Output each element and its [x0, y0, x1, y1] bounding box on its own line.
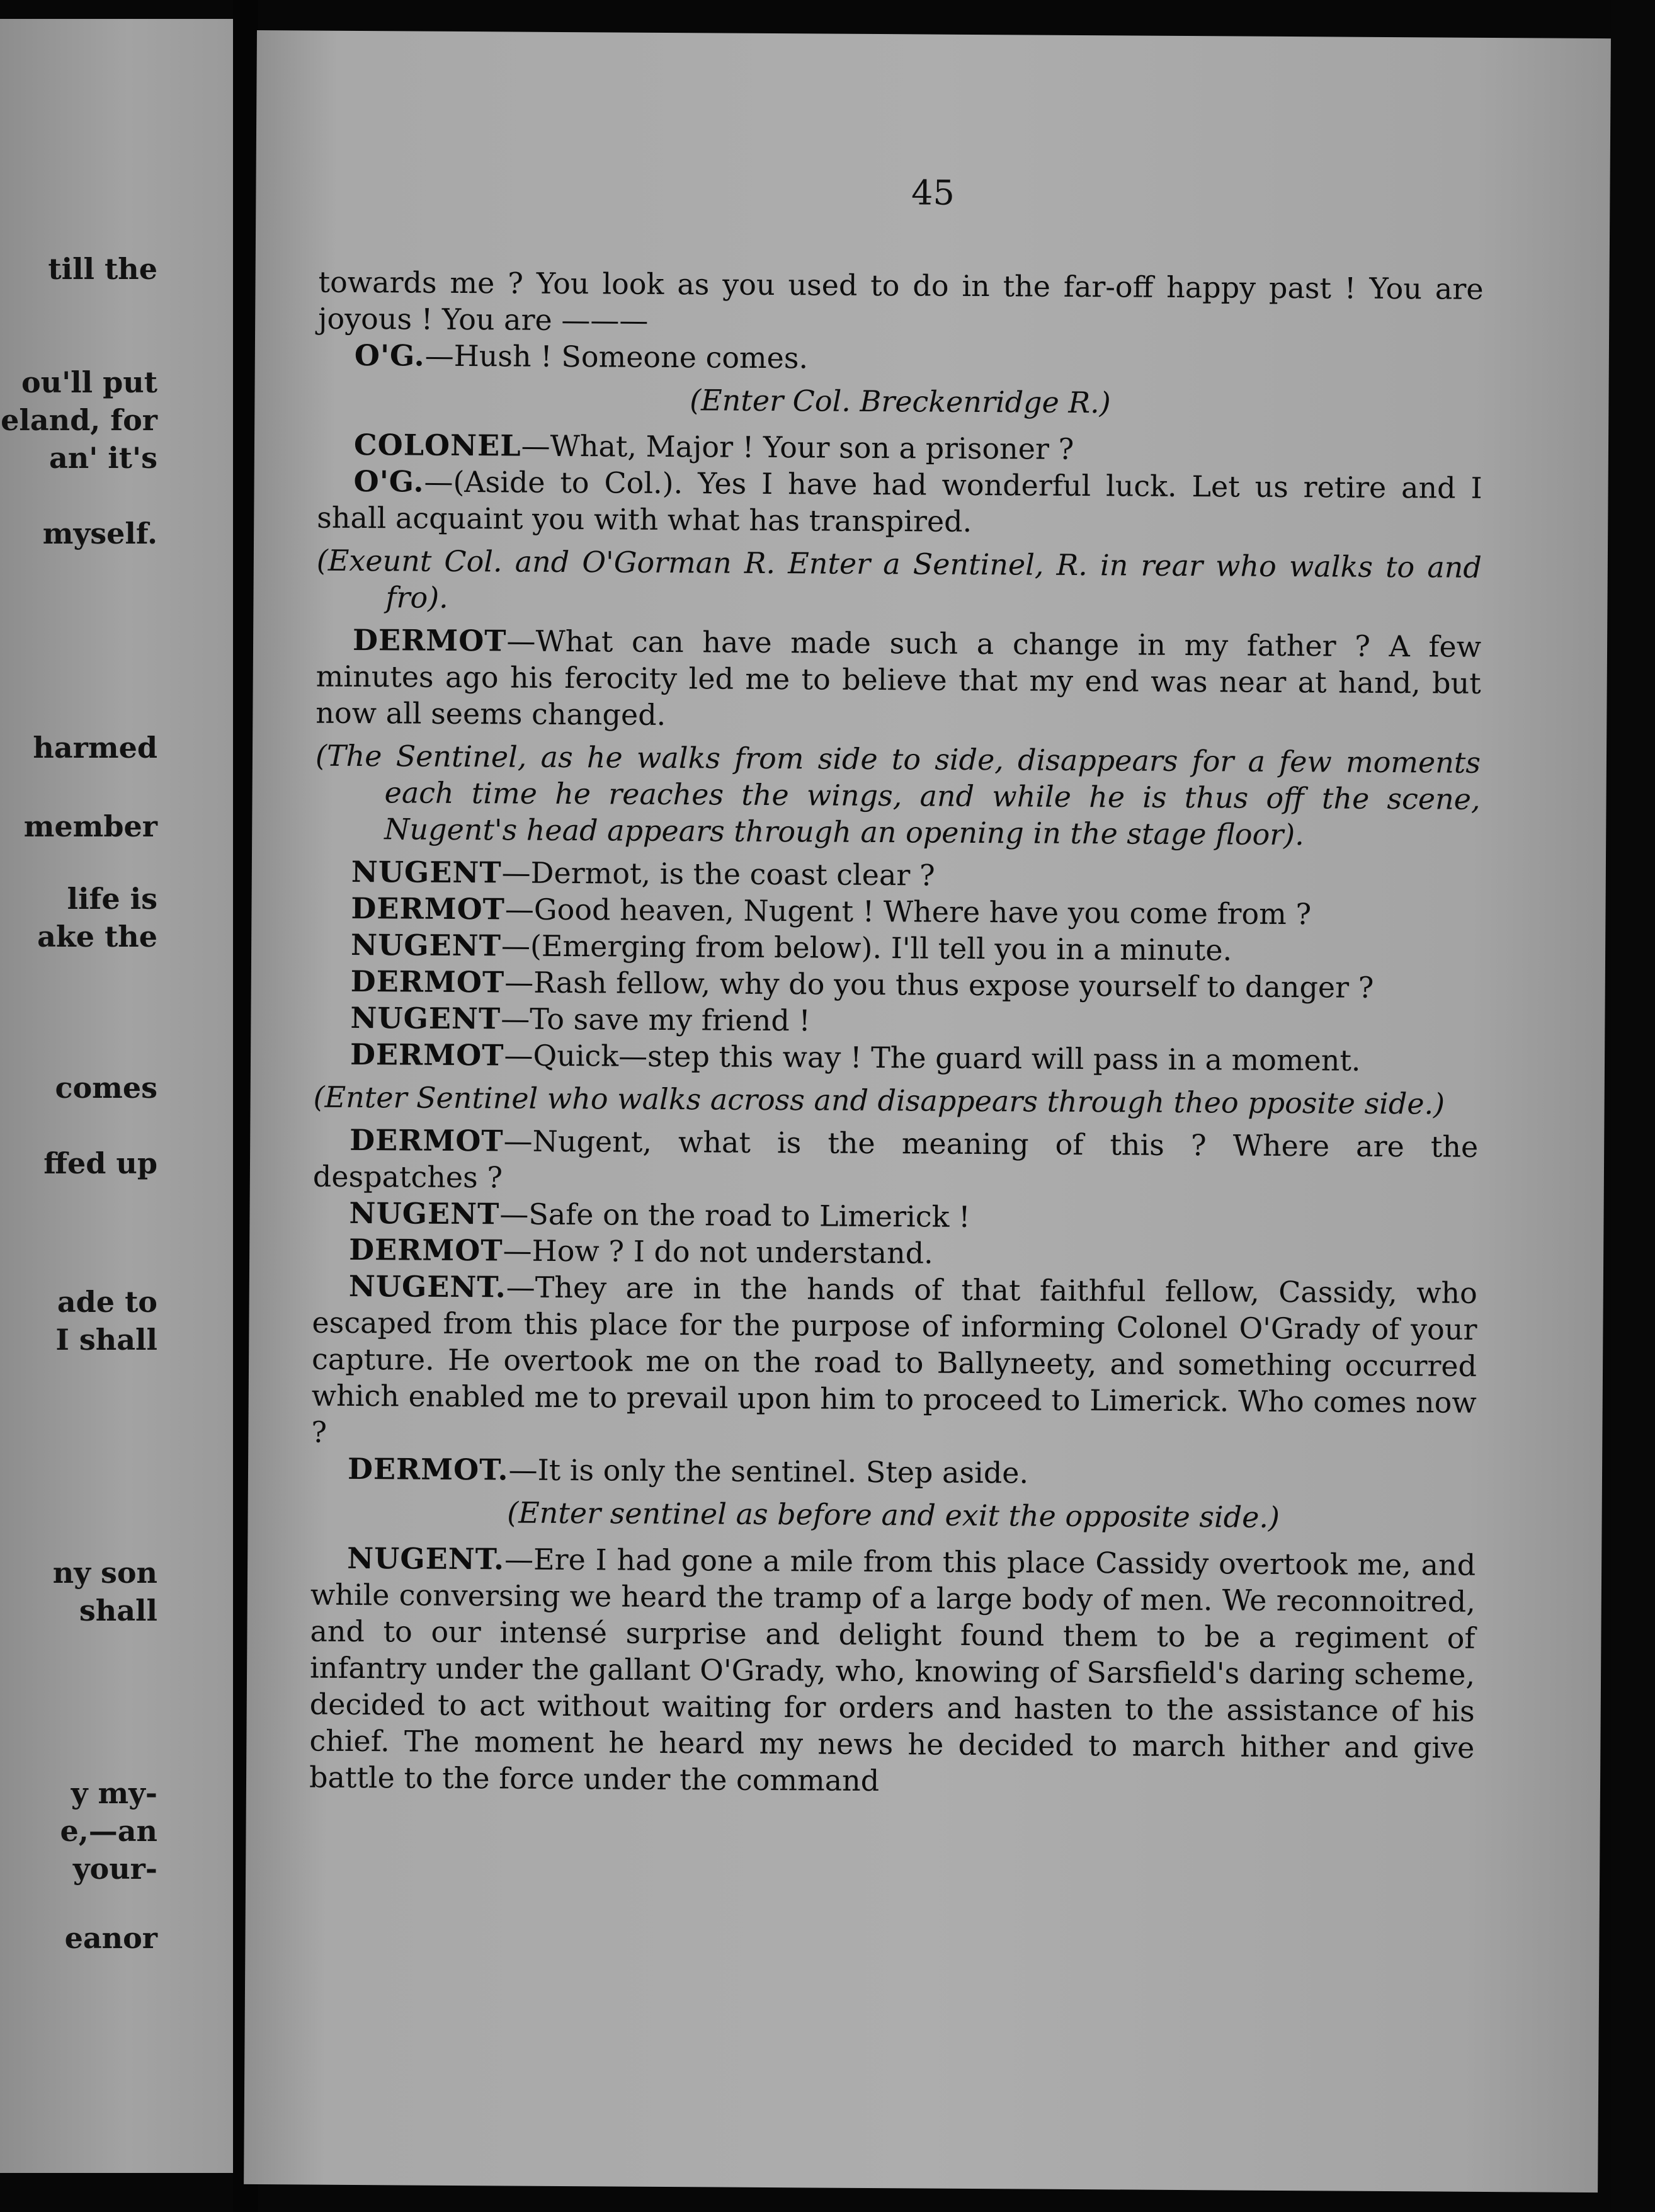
left-page-line: member — [23, 809, 157, 843]
left-page-line: comes — [55, 1071, 157, 1105]
speaker-name: NUGENT — [350, 1000, 501, 1036]
left-page-line: eland, for — [1, 403, 157, 437]
dialogue-line — [311, 1451, 1476, 1494]
dialogue-line — [314, 1036, 1479, 1080]
left-page-line: ny son — [52, 1556, 157, 1590]
left-facing-page — [0, 19, 233, 2173]
left-page-line: ffed up — [43, 1146, 157, 1180]
speaker-name: DERMOT — [349, 1232, 503, 1268]
speech-text: —They are in the hands of that faithful fellow, Cassidy, who escaped from this place for the purpose of informing Colonel O'Grady of your capture. He overtook me on the road to Ballyneety, and something occurred which enabled me to prevail upon him to proceed to Limerick. Who comes now ? — [311, 1270, 1477, 1449]
speech-text: —What, Major ! Your son a prisoner ? — [521, 428, 1074, 466]
scan-border — [1611, 0, 1655, 2212]
speech-text: —Ere I had gone a mile from this place Cassidy overtook me, and while conversing we heard the tramp of a large body of men. We reconnoitred, and to our intensé surprise and delight found them to be a regiment of infantry under the gallant O'Grady, who, knowing of Sarsfield's daring scheme, decided to act without waiting for orders and hasten to the assistance of his chief. The moment he heard my news he decided to march hither and give battle to the force under the command — [309, 1542, 1476, 1798]
speech-text: —Nugent, what is the meaning of this ? Where are the despatches ? — [312, 1124, 1479, 1195]
left-page-line: life is — [67, 882, 157, 916]
left-page-line: e,—an — [60, 1814, 157, 1848]
speech-text: —Rash fellow, why do you thus expose yourself to danger ? — [504, 965, 1374, 1005]
speaker-name: DERMOT. — [347, 1451, 509, 1487]
dialogue-line — [313, 1122, 1479, 1202]
speaker-name: NUGENT — [350, 927, 502, 963]
dialogue-line — [311, 1268, 1477, 1457]
stage-direction: (Enter Col. Breckenridge R.) — [690, 383, 1111, 420]
stage-direction: (The Sentinel, as he walks from side to side, disappears for a few moments each time he reaches the wings, and while he is thus off the scene, Nugent's head appears through an opening in the stage floor). — [315, 738, 1481, 852]
book-page — [244, 30, 1611, 2192]
stage-direction: (Enter Sentinel who walks across and disappears through theo pposite side.) — [313, 1080, 1445, 1121]
speech-text: —Safe on the road to Limerick ! — [499, 1197, 970, 1234]
left-page-line: shall — [79, 1593, 157, 1628]
speaker-name: O'G. — [354, 338, 425, 373]
speaker-name: DERMOT — [352, 622, 507, 658]
speech-text: —What can have made such a change in my father ? A few minutes ago his ferocity led me to believe that my end was near at hand, but now all seems changed. — [316, 624, 1482, 732]
left-page-line: myself. — [42, 516, 157, 550]
speech-text: —Good heaven, Nugent ! Where have you come from ? — [504, 892, 1312, 932]
stage-direction: (Exeunt Col. and O'Gorman R. Enter a Sentinel, R. in rear who walks to and fro). — [316, 543, 1482, 615]
page-body — [309, 264, 1484, 1803]
speech-text: —How ? I do not understand. — [503, 1233, 933, 1270]
speaker-name: NUGENT — [351, 854, 502, 890]
speaker-name: NUGENT — [349, 1195, 500, 1231]
left-page-line: ade to — [57, 1285, 157, 1319]
speech-text: —It is only the sentinel. Step aside. — [508, 1452, 1029, 1490]
dialogue-line — [318, 337, 1483, 380]
speaker-name: O'G. — [353, 464, 424, 499]
dialogue-line — [316, 622, 1481, 738]
left-page-line: harmed — [33, 731, 157, 765]
left-page-line: your- — [72, 1852, 157, 1886]
page-number: 45 — [911, 173, 955, 213]
speech-text: —Dermot, is the coast clear ? — [501, 855, 935, 892]
speaker-name: DERMOT — [350, 964, 505, 1000]
speech-text: —(Aside to Col.). Yes I have had wonderful luck. Let us retire and I shall acquaint you with what has transpired. — [317, 464, 1482, 539]
speech-text: —To save my friend ! — [501, 1001, 811, 1038]
left-page-line: ou'll put — [21, 365, 157, 399]
left-page-line: till the — [48, 252, 157, 286]
left-page-line: y my- — [71, 1776, 157, 1810]
left-page-line: eanor — [64, 1921, 157, 1955]
speaker-name: NUGENT. — [347, 1541, 505, 1576]
speaker-name: NUGENT. — [348, 1268, 506, 1304]
speaker-name: COLONEL — [353, 427, 521, 463]
stage-direction: (Enter sentinel as before and exit the opposite side.) — [507, 1495, 1280, 1534]
speech-text: —(Emerging from below). I'll tell you in a minute. — [501, 928, 1232, 967]
left-page-line: ake the — [37, 920, 157, 954]
speech-text: —Hush ! Someone comes. — [424, 338, 809, 375]
speaker-name: DERMOT — [350, 1122, 504, 1158]
speaker-name: DERMOT — [350, 1037, 504, 1073]
dialogue-line — [309, 1540, 1476, 1803]
speaker-name: DERMOT — [351, 891, 506, 926]
speech-text: —Quick—step this way ! The guard will pass in a moment. — [504, 1038, 1361, 1078]
dialogue-line — [317, 463, 1482, 543]
dialogue-continuation: towards me ? You look as you used to do in the far-off happy past ! You are joyous ! You are ——— — [318, 265, 1484, 338]
left-page-line: I shall — [55, 1323, 157, 1357]
left-page-line: an' it's — [48, 441, 157, 475]
